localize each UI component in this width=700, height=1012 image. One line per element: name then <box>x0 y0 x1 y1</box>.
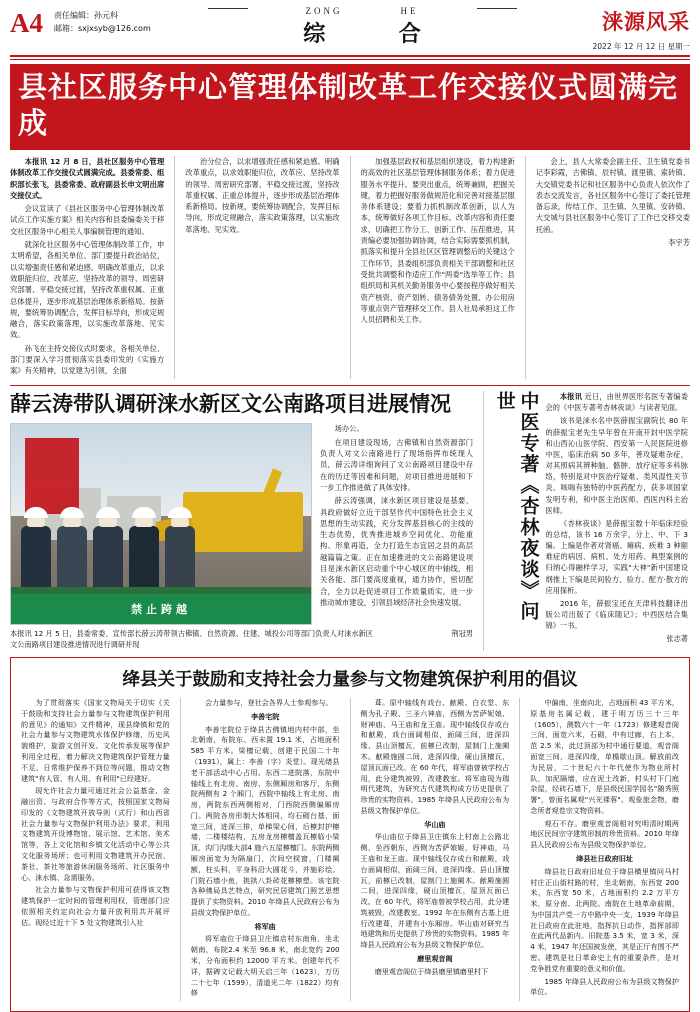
photo-caption-sign: 荆冠男 <box>451 629 473 639</box>
nameplate <box>520 6 690 52</box>
pinyin-left: ZONG <box>305 6 343 16</box>
b1-p2: 现允许社会力量可通过社会公益基金、金融出资、与政府合作等方式，按照国家文物局印发的《文物建筑开放导则（式行）和山西省社会力量参与文物保护利用办法》要求，利用文物建筑开设博物馆、展示馆、艺术馆、美术馆等，各上文化馆和乡镇文化活动中心等公共文化服务场所；也可利用文物建筑开办民宿、茶社、茶社等旅游休闲服务场所。社区服务中心、涞水镇、急需服务。 <box>21 786 170 882</box>
vf-p1: 近日，由世界医形名医专著编委会的《中医专著考杏林夜谈》与读者见面。 <box>545 392 688 413</box>
b3-p3: 磨里观音阁位于绛县磨里镇磨里村下 <box>374 966 489 976</box>
pinyin-right: HE <box>400 6 419 16</box>
vf-p2: 该书是涞水名中医薛振宝副院长 80 年的薛振宝老先生早年曾在开南开封中医学院和山西沁山医学院、西安第一人民医院进修中医，临床治病 50 多年，善攻疑难杂症，对其照病其辨种脑、骼肿、放疗症等多科脉络，特别是对中医治疗疑难、类风湿性关节炎、咳喘有独特的中医药配方，获多项国家发明专利，和中医主治医师、西医内科主治医师。 <box>545 416 688 515</box>
boxed-col-2 <box>191 698 340 1001</box>
vertical-feature <box>483 391 688 651</box>
editor-line: 责任编辑：孙元科 <box>54 11 118 20</box>
b2-p1: 会力量参与，登社会各界人士参观参与。 <box>204 698 333 708</box>
vf-byline: 张志著 <box>666 634 688 644</box>
lead-p4: 孙飞在主持交接仪式时要求，各相关单位、部门要深入学习贯彻落实县委印发的《实施方案》有关精神，以党建为引领，全面 <box>10 343 165 376</box>
column-divider <box>350 156 351 379</box>
caption-text: 本报讯 12 月 5 日，县委常委、宣传部长薛云涛带领古佛镇、自然资源、住建、城投公司等部门负责人对涞水新区文公南路项目建设推进情况进行调研并现 <box>10 629 373 650</box>
boxed-col-3 <box>361 698 510 1001</box>
photo-story-body <box>10 423 473 625</box>
vertical-feature-body <box>546 391 689 644</box>
mid-p2: 在项目建设现场，古佛镇和自然资源部门负责人对文公南路进行了现场指挥布统现人员，薛云涛详细询问了文公南路项目建设中存在的历迁等因难和问题，对项目推进进展和下一步工作推进做了具体安排。 <box>320 437 473 492</box>
b1-p1: 为了贯彻落实《国家文物局关于切实《关于鼓励和支持社会力量参与文物建筑保护利用的意见》的通知》文件精神，现县绛镇和党的社会力量参与文物建筑水体保护修缮，历史风貌维护，旋游文创开发、文化传承发展等保护利用全过程，着力解决文物建筑保护管理力量不足、日常维护保养不到位等问题，推动文物建筑"有人管、有人用、有利用"已经建好。 <box>21 698 170 783</box>
masthead-rule-thin <box>10 59 690 60</box>
news-photo <box>10 423 312 625</box>
boxed-col-4 <box>530 698 679 1001</box>
vf-p4: 2016 年，薛振宝还在天津科技翻译出版公司出版了《临床随记》；中西医结合集锦》一书。 <box>545 598 688 631</box>
lead-story <box>10 156 690 379</box>
boxed-headline: 绛县关于鼓励和支持社会力量参与文物建筑保护利用的倡议 <box>122 669 578 690</box>
lead-dateline: 本报讯 12 月 8 日，县社区服务中心管理体制改革工作交接仪式圆满完成。县委常委、组织部长张飞，县委常委、政府副县长申文明出席交接仪式。 <box>10 157 165 200</box>
folio-number: A4 <box>10 8 43 38</box>
rule-left-icon <box>208 8 248 9</box>
section-rule <box>10 385 690 387</box>
b2-p3: 将军庙位于绛县卫庄镇店村东南角，坐北朝南，布院2.4 米至 96.8 米，南北宽约 200 米，分布面积约 12000 平方米。创建年代不详，据碑文记载大明天启三年（1623），万历二十七年（1599），清道光二年（1822）均有修 <box>190 934 340 998</box>
column-divider <box>180 698 181 1001</box>
boxed-columns <box>21 698 679 1001</box>
mid-p3: 薛云涛强调，涞水新区项目建设是基要、具政府做好立近干部坚作代中国特色社会主义思想的生动实践，充分发挥基县核心的主线的生态优势，优秀推进城乡空间优化、功能重构、形象再造，全力打造生态宜居之县的高层越篇篇之策。正在加速推进的文公南路建设项目是涞水新区启动重个中心城区的中轴线，相关各能、部门要高度重视，通力协作，密切配合，全力以赴促进项目工作质量质实，进一步推动城市建设，引领县域经济社会快速发展。 <box>320 496 473 607</box>
vertical-feature-head <box>492 391 688 644</box>
photo-story <box>10 391 473 651</box>
mail-line: 邮箱：sxjxsyb@126.com <box>54 23 151 33</box>
photo-fence <box>11 587 311 594</box>
b4-p4: 1985 年绛县人民政府公布为县级文物保护单位。 <box>530 976 679 997</box>
b3-p1: 葺。原中轴线有戏台、献殿、白衣堂、东侧为孔子殿、三圣六神庙，西侧为苦萨妮娘、财神庙、马王庙和龙王庙。现中轴线仅存或台和献殿，戏台面阔相似，面阔三间，进深四缘、县山顶檀瓦，前檩已改制，屋制门上施阑木。献殿施圆二间，进深四缘，硬山顶檀瓦，屋顶瓦面已改。在 60 年代，将军庙曾被学校占用，此分建筑被毁，改建教室。将军庙现为瑞明代建筑，为研究古代建筑构成方历史提供了珍贵的实物资料。1985 年绛县人民政府公布为县级文物保护单位。 <box>360 698 510 815</box>
lead-headline-band <box>10 64 690 151</box>
lead-p3: 就深化社区服务中心管理体制改革工作，申太明希望，各相关单位、部门要提升政治站位，以实增强责任感和紧迫感。明确改革重点，以求效职能归位，改革应、坚持改革的领导、周密研究部署、平稳交接过渡，坚持改革重权属、正重总体提升，逐步形成基层治理体系新格局。按新规，要统筹协调配合，发挥目标导向，形成定规融合，落实政策落理，以实施改革落地、见实效。 <box>10 240 165 340</box>
lead-col-3 <box>361 156 515 379</box>
b4-p1: 中偏南，坐南向北，占地面积 43 平方米，原基房名属记载，建于明万历三十三年（1605），测数六十一年（1723）修建观音阁三间，面宽六米，石砌，中有过廊，右上本，范 2.5 米，此过顶部为村中通行要道，观音阁面宽三间，进深四缘，单檐歇山顶。解放前改为民居，二十世纪六十年代使作为物业所村队，加泥隔墙，应在泥土改新，村头村下门庭杂屋，经砖石墙下，是县级民国学园名"随秀照署"，曾面名属观"兴光裸蓉"。观象旅念物，磨念所者观卷宗文物资料。 <box>530 698 679 815</box>
vertical-feature-title: 中医专著《杏林夜谈》问世 <box>493 391 539 623</box>
vf-p3: 《杏林夜谈》是薛振宝数十年临床经验的总结，该书 16 万余字，分上、中、下 3 编。上编是作者对肾癌、瘫病、疾难 3 种颐难症的病因、病机、处方用药、典型案例的归纳心得融样学习，实践"大神"新中国建设纲推上下编是民间验方、验方、配方·散方的应用探析。 <box>545 518 688 595</box>
lead-c4-p1: 会上，县人大常委会副主任、卫生镇党委书记李彩霞，古佛镇、辰村镇、渡里镇、索砖镇、大交镇党委书记和社区服务中心负责人依次作了表态交流发言，各社区服务中心签订了委托管理备忘录，传结工作、卫生镇、久里镇、安砖镇、大交城与县社区服务中心签订了工作已交移交委托函。 <box>535 157 690 234</box>
masthead <box>10 6 690 52</box>
section-name: 综 合 <box>303 21 455 46</box>
photo-caption <box>10 629 373 651</box>
lead-p2: 会议宣读了《县社区服务中心管理体制改革试点工作实施方案》相关内容和县委编委关于移交社区服务中心相关人事编制管理的通知。 <box>10 204 165 236</box>
lead-c3-p1: 加强基层政权和基层组织建设，着力构建新的高效的社区基层管理体制服务体系；着力促进服务水平提升。要突出重点，统筹兼顾，把握关键，着力把握好服务做规范化和完善对接基层服务体系建设；要着力抓机制改革创新，以人为本，统筹做好各项工作目标、改革内容和责任要求，切确把工作分工、创新工作、压茬推进，其责编必要加强协调协调，结合实际需要抓机制，抓落实和提升全县社区区管理调整后的关键这个工作环节，县委组织部负责相关干部调整和社区受批共调整和作适应工作"两委"选举等工作；县组织局和其机关勤务服务中心要按程序做好相关资产核资、资产划转、债务债务处置、办公用房等重点资产管理移交工作。县人社局承担这工作人员招聘和关工作。 <box>360 157 515 325</box>
section-title-block <box>204 6 520 48</box>
boxed-col-1 <box>21 698 170 1001</box>
b3-p2: 华山庙位于绛县卫庄镇东上村南上公路北侧，坐西朝东，西侧为苦萨娘姬，好神庙，马王庙和龙王庙。现中轴线仅存成台和献殿，戏台面阔相似，面阔三间，进深四缘、县山顶檀瓦，前檩已改制，屋制门上施阑木。献殿施圆二间，进深四缘，硬山顶檀瓦，屋顶瓦面已改。在 60 年代，将军庙曾被学校占用，此分建筑被毁，改建教室。1992 年在东侧有古基上进行改建葺，并建有小东厢房。华山庙对研究当地建筑和历史提供了珍贵的实物资料。1985 年绛县人民政府公布为县级文物保护单位。 <box>360 832 510 950</box>
paper-title: 涞源风采 <box>602 10 690 34</box>
lead-col-4 <box>536 156 690 379</box>
b3-sub-2: 磨里观音阁 <box>417 954 453 963</box>
masthead-rule <box>10 55 690 57</box>
lead-c2-p1: 治分位合，以求增强责任感和紧迫感。明确改革重点，以求效职能归位，改革应、坚持改革的领导、周密研究部署、平稳交接过渡，坚持改革重权属、正重总体提升，逐步形成基层治理体系新格局。按新规，要统筹协调配合，发挥目标导向，形成定规融合，落实政策落理，以实施改革落地、见实效。 <box>185 157 340 234</box>
lead-col-2 <box>185 156 339 379</box>
photo-story-headline: 薛云涛带队调研涞水新区文公南路项目进展情况 <box>10 392 451 417</box>
b2-p2: 李善宅院位于绛县古佛镇地内村中部，坐北朝南，布院东、西末置 19.1 米，占地面积 585 平方米。梁檀记载，创建于民国二十年（1931），属上：李善（字）炎堂）。现光绪县老干部活动中心占用。东西二进院落，东院中轴线上有北房、南房、东侧厢房和客厅，东侧院两侧有 2 个厢门，西院中轴线上有北房、南房，两院东西两侧相对，门西院西侧偏厢房门。两院各房形制大体相同，均石砌台基，面宽三间，进深三排，单梯梁心间，后檩封护檩墙，二楼楼结构，五房龙房檩檀盖瓦檩临小梁顶，沟门沟缘大部4 施六五屋檩檀门。东院两侧厢房面宽为为隔扇门，次间空棂窗，门楼阑额，柱头科，平身科沿大圆花斗，并施彩绘。门院石墙小鱼，挑拱八卦砖花檩檩塑。该宅院各种佛局具艺特点，研究民居建筑门照艺思想提供了实物资料。2010 年绛县人民政府公布为县级文物保护单位。 <box>190 724 340 917</box>
boxed-article <box>10 657 690 1012</box>
masthead-credits <box>54 6 204 36</box>
photo-caption-row <box>10 629 473 651</box>
b3-sub-1: 华山庙 <box>424 819 446 829</box>
photo-story-text <box>320 423 473 625</box>
photo-red-banner <box>25 438 79 514</box>
b4-p2: 观石不存。磨里观音阁相对究明清时期两地区民间宗守建筑形制的珍贵资料。2010 年绛县人民政府公布为县级文物保护单位。 <box>530 818 679 850</box>
b1-p3: 社会力量参与文物保护利用可获得该文物建筑保护一定时间的管理利用权，管理部门应依照相关约定向社会力量开放利用共开展评估。现经过近十下 5 处文物建筑引入社 <box>21 885 170 927</box>
mid-p1: 场办公。 <box>334 424 364 434</box>
photo-banner-text: 禁止跨越 <box>11 594 311 624</box>
b2-sub-1: 李善宅院 <box>250 711 280 721</box>
column-divider <box>350 698 351 1001</box>
lead-headline: 县社区服务中心管理体制改革工作交接仪式圆满完成 <box>18 71 679 140</box>
b2-sub-2: 将军庙 <box>254 921 276 931</box>
b4-p3: 绛县社日政府旧址位于绛县横里镇问马村村庄正山街村路的村，坐北朝南，东西宽 200 米，东西宽 50 米，占地面积约 2.2 万平方米，原分南、北两院。南院在土地革命前期，为中国共产党一方中路中央一支，1939 年绛县社日政府在此驻地，指挥抗日动作，指挥部即在此两代品新内。旧院基 3.5 米，宽 3 米，深 4 米，1947 年还国被发使，其是正厅有围不严密。建筑是社日革命史上有的重要条件，是对党争胜党有重要的意义和价值。 <box>530 866 679 973</box>
rule-right-icon <box>477 8 517 9</box>
middle-section <box>10 391 690 651</box>
issue-date: 2022 年 12 月 12 日 星期一 <box>592 42 690 51</box>
column-divider <box>525 156 526 379</box>
vf-lede: 本报讯 <box>559 392 583 402</box>
column-divider <box>174 156 175 379</box>
lead-byline: 李宇芳 <box>668 238 690 248</box>
section-pinyin <box>204 6 520 16</box>
lead-col-1 <box>10 156 164 379</box>
column-divider <box>519 698 520 1001</box>
b4-sub-1: 绛县社日政府旧址 <box>576 853 633 863</box>
